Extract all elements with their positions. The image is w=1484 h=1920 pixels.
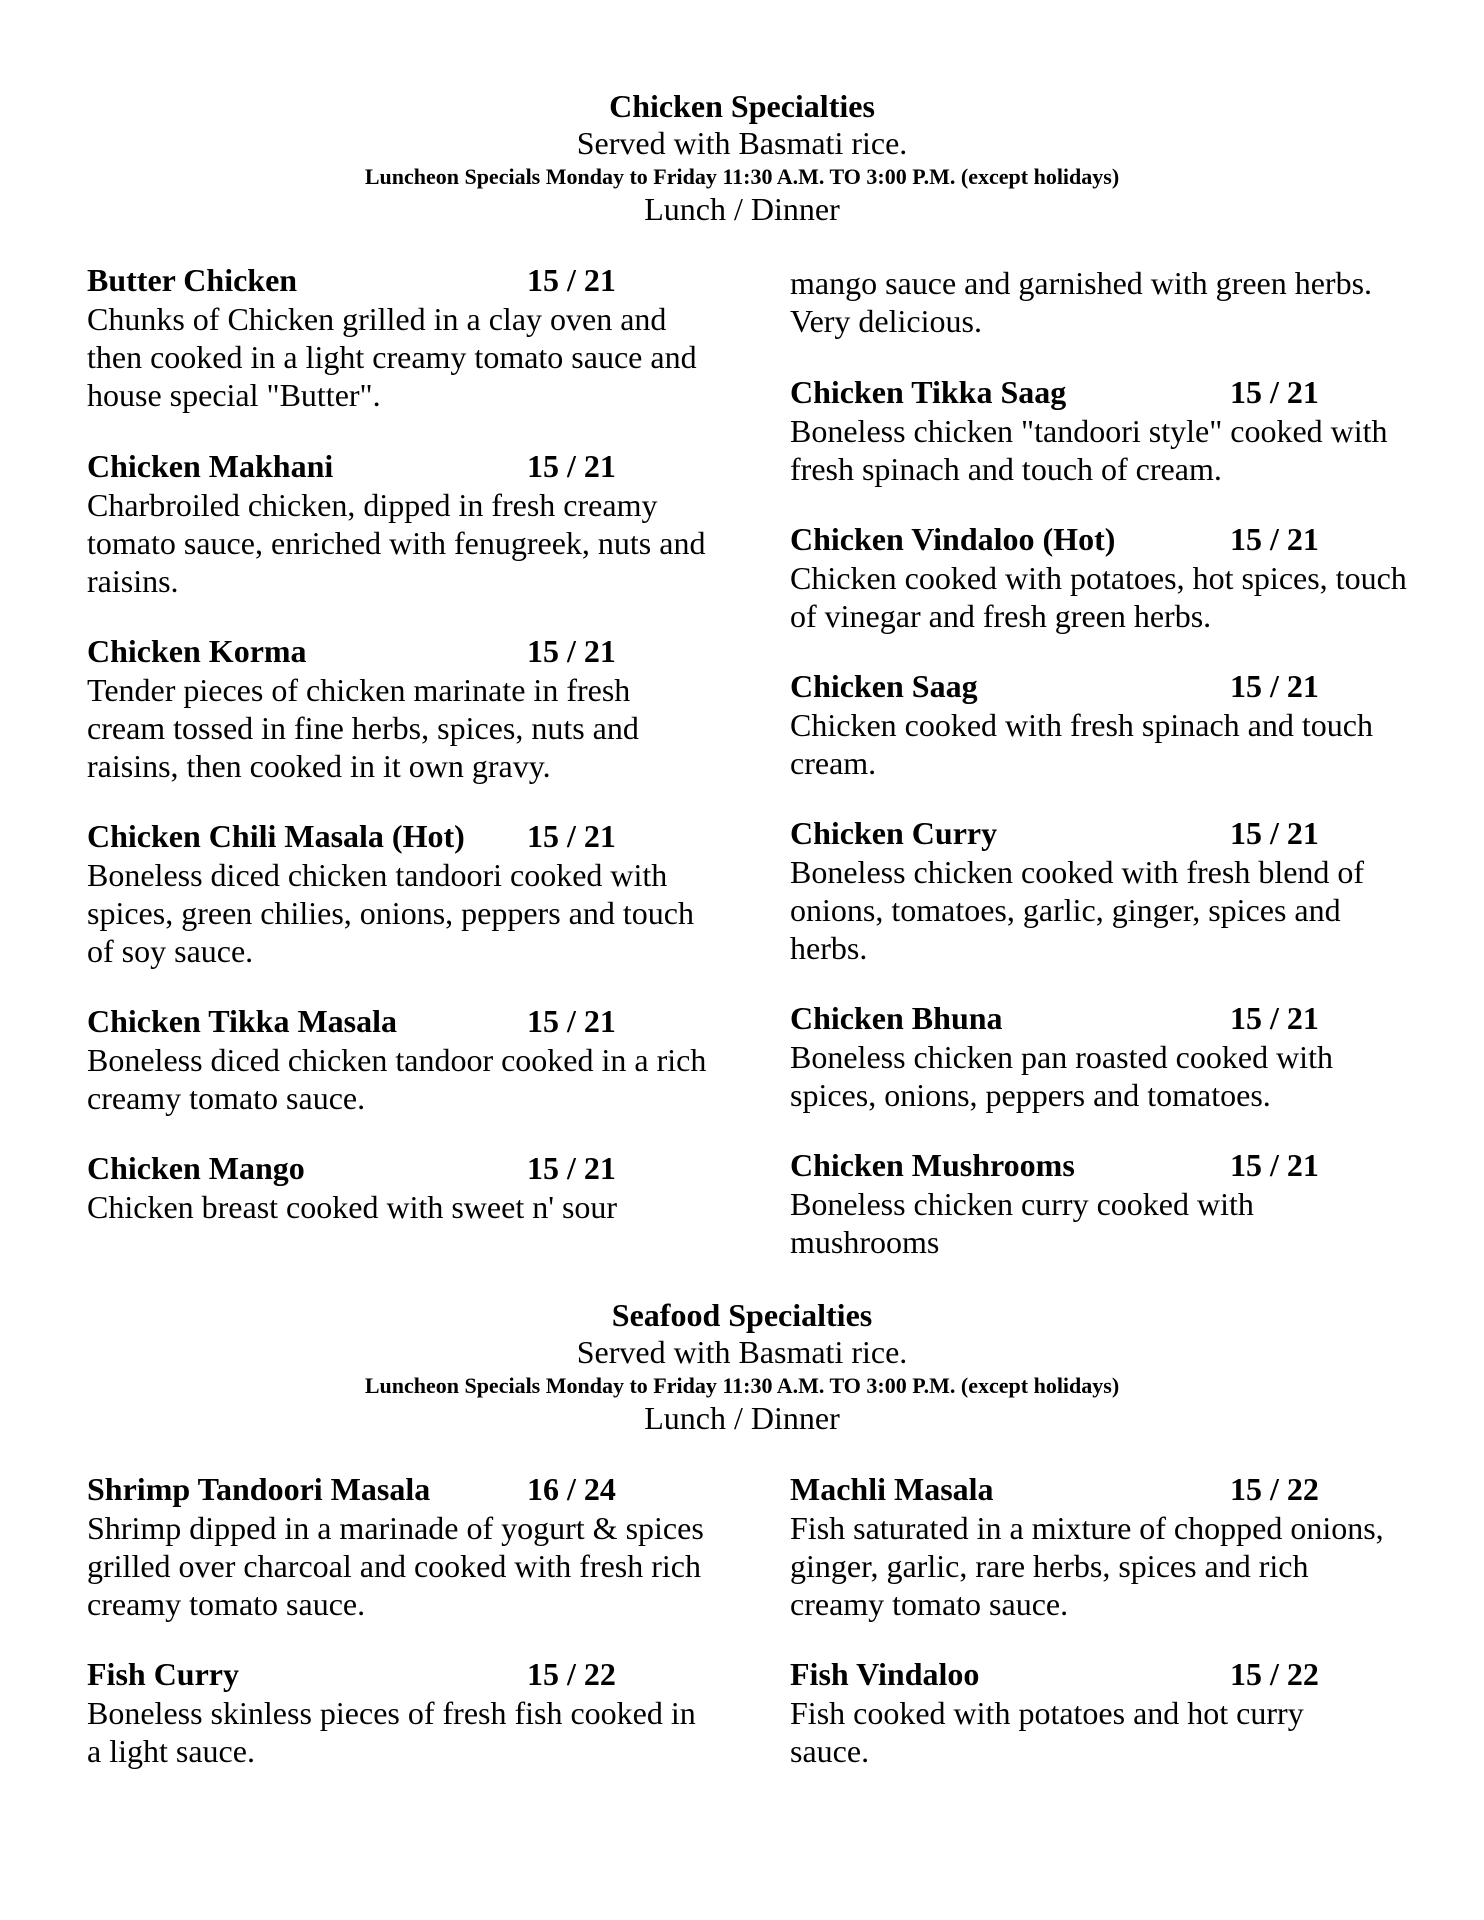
menu-item-chicken-tikka-saag [790,374,1410,488]
item-name: Chicken Bhuna [790,1000,1003,1036]
item-name: Chicken Chili Masala (Hot) [87,818,465,854]
seafood-served-with: Served with Basmati rice. [576,1334,908,1370]
item-name: Chicken Korma [87,633,307,669]
item-price: 15 / 21 [527,262,616,298]
menu-item-shrimp-tandoori-masala [87,1471,707,1623]
menu-item-butter-chicken [87,262,707,414]
item-name: Butter Chicken [87,262,298,298]
item-description: Charbroiled chicken, dipped in fresh creamy tomato sauce, enriched with fenugreek, nuts and raisins. [87,487,706,599]
menu-item-chicken-mushrooms [790,1147,1410,1261]
item-price: 15 / 22 [1230,1471,1319,1507]
menu-item-chicken-bhuna [790,1000,1410,1114]
item-price: 15 / 22 [1230,1656,1319,1692]
item-price: 15 / 21 [1230,1147,1319,1183]
menu-item-fish-vindaloo [790,1656,1410,1770]
menu-item-chicken-tikka-masala [87,1003,707,1117]
menu-item-chicken-curry [790,815,1410,967]
item-description: Chicken breast cooked with sweet n' sour [87,1189,618,1225]
item-price: 15 / 21 [527,633,616,669]
item-description: Chunks of Chicken grilled in a clay oven and then cooked in a light creamy tomato sauce and house special "Butter". [87,301,697,413]
menu-item-chicken-chili-masala [87,818,707,970]
item-price: 15 / 21 [1230,374,1319,410]
seafood-meal-labels: Lunch / Dinner [644,1400,840,1436]
item-name: Chicken Saag [790,668,978,704]
item-name: Chicken Curry [790,815,998,851]
item-description: Chicken cooked with potatoes, hot spices, touch of vinegar and fresh green herbs. [790,560,1407,634]
menu-item-chicken-vindaloo [790,521,1410,635]
item-name: Chicken Vindaloo (Hot) [790,521,1116,557]
item-description: Shrimp dipped in a marinade of yogurt & spices grilled over charcoal and cooked with fresh rich creamy tomato sauce. [87,1510,704,1622]
item-price: 15 / 22 [527,1656,616,1692]
item-price: 15 / 21 [1230,1000,1319,1036]
chicken-mango-continued: mango sauce and garnished with green herbs. Very delicious. [790,265,1373,339]
item-description: Chicken cooked with fresh spinach and touch cream. [790,707,1373,781]
seafood-luncheon-note: Luncheon Specials Monday to Friday 11:30 A.M. TO 3:00 P.M. (except holidays) [364,1373,1120,1398]
item-description: Fish cooked with potatoes and hot curry sauce. [790,1695,1304,1769]
chicken-luncheon-note: Luncheon Specials Monday to Friday 11:30 A.M. TO 3:00 P.M. (except holidays) [364,164,1120,189]
item-name: Chicken Makhani [87,448,334,484]
item-name: Chicken Tikka Saag [790,374,1067,410]
item-description: Boneless chicken curry cooked with mushrooms [790,1186,1254,1260]
menu-item-chicken-mango [87,1150,707,1226]
item-name: Chicken Mango [87,1150,305,1186]
menu-item-machli-masala [790,1471,1410,1623]
item-name: Chicken Tikka Masala [87,1003,398,1039]
menu-item-chicken-korma [87,633,707,785]
item-description: Tender pieces of chicken marinate in fresh cream tossed in fine herbs, spices, nuts and raisins, then cooked in it own gravy. [87,672,639,784]
item-description: Boneless diced chicken tandoori cooked with spices, green chilies, onions, peppers and touch of soy sauce. [87,857,694,969]
item-price: 15 / 21 [1230,668,1319,704]
item-name: Shrimp Tandoori Masala [87,1471,431,1507]
item-description: Boneless chicken pan roasted cooked with spices, onions, peppers and tomatoes. [790,1039,1333,1113]
item-description: Fish saturated in a mixture of chopped onions, ginger, garlic, rare herbs, spices and rich creamy tomato sauce. [790,1510,1384,1622]
item-name: Fish Vindaloo [790,1656,980,1692]
item-description: Boneless diced chicken tandoor cooked in a rich creamy tomato sauce. [87,1042,707,1116]
item-description: Boneless chicken "tandoori style" cooked with fresh spinach and touch of cream. [790,413,1388,487]
chicken-served-with: Served with Basmati rice. [576,125,908,161]
item-price: 15 / 21 [1230,815,1319,851]
item-description: Boneless skinless pieces of fresh fish cooked in a light sauce. [87,1695,696,1769]
item-description: Boneless chicken cooked with fresh blend of onions, tomatoes, garlic, ginger, spices and herbs. [790,854,1365,966]
item-name: Fish Curry [87,1656,239,1692]
chicken-section-title: Chicken Specialties [609,88,875,124]
item-price: 15 / 21 [527,1003,616,1039]
item-price: 16 / 24 [527,1471,616,1507]
item-price: 15 / 21 [527,818,616,854]
menu-item-chicken-saag [790,668,1410,782]
item-name: Machli Masala [790,1471,994,1507]
item-price: 15 / 21 [527,1150,616,1186]
seafood-section-title: Seafood Specialties [611,1297,873,1333]
chicken-meal-labels: Lunch / Dinner [644,191,840,227]
menu-item-fish-curry [87,1656,707,1770]
item-price: 15 / 21 [1230,521,1319,557]
menu-item-chicken-makhani [87,448,707,600]
item-name: Chicken Mushrooms [790,1147,1075,1183]
item-price: 15 / 21 [527,448,616,484]
